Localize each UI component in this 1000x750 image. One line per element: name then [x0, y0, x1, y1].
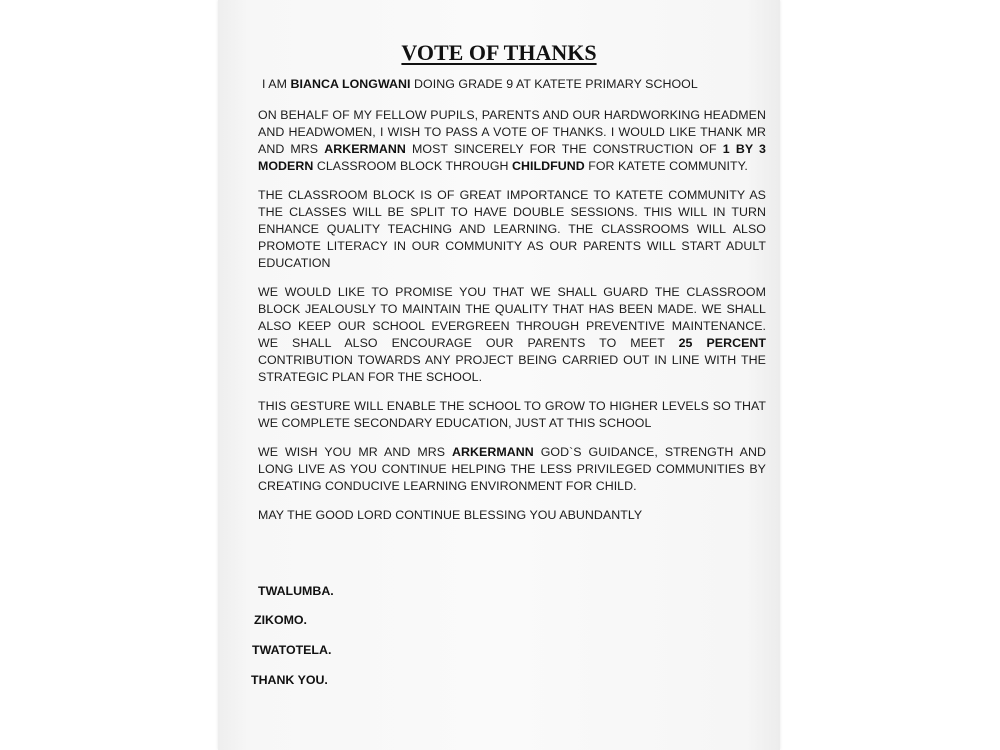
- paragraph-importance: THE CLASSROOM BLOCK IS OF GREAT IMPORTANCE TO KATETE COMMUNITY AS THE CLASSES WILL BE SPLIT TO HAVE DOUBLE SESSIONS. THIS WILL IN TURN ENHANCE QUALITY TEACHING AND LEARNING. THE CLASSROOMS WILL ALSO PROMOTE LITERACY IN OUR COMMUNITY AS OUR PARENTS WILL START ADULT EDUCATION: [258, 188, 766, 270]
- letter-page: [218, 0, 780, 750]
- p1-bold-modern: 1 BY 3 MODERN: [258, 142, 766, 173]
- closing-twatotela: TWATOTELA.: [252, 643, 332, 657]
- p5-text-2: GOD`S GUIDANCE, STRENGTH AND LONG LIVE AS YOU CONTINUE HELPING THE LESS PRIVILEGED COMMUNITIES BY CREATING CONDUCIVE LEARNING ENVIRONMENT FOR CHILD.: [258, 445, 766, 493]
- letter-body: [258, 76, 766, 536]
- paragraph-thanks: [258, 107, 766, 175]
- closing-zikomo: ZIKOMO.: [254, 613, 307, 627]
- paragraph-gesture: THIS GESTURE WILL ENABLE THE SCHOOL TO GROW TO HIGHER LEVELS SO THAT WE COMPLETE SECONDARY EDUCATION, JUST AT THIS SCHOOL: [258, 399, 766, 430]
- p1-text-4: FOR KATETE COMMUNITY.: [584, 159, 748, 173]
- p1-bold-childfund: CHILDFUND: [512, 159, 585, 173]
- p5-bold-arkermann: ARKERMANN: [452, 445, 534, 459]
- intro-paragraph: [262, 76, 766, 93]
- p5-text-1: WE WISH YOU MR AND MRS: [258, 445, 453, 459]
- p1-text-3: CLASSROOM BLOCK THROUGH: [313, 159, 512, 173]
- p1-text-2: MOST SINCERELY FOR THE CONSTRUCTION OF: [405, 142, 723, 156]
- p1-text-1: ON BEHALF OF MY FELLOW PUPILS, PARENTS AND OUR HARDWORKING HEADMEN AND HEADWOMEN, I WISH TO PASS A VOTE OF THANKS. I WOULD LIKE THANK MR AND MRS: [258, 108, 766, 156]
- document-title: [218, 40, 780, 66]
- document-title-text: VOTE OF THANKS: [401, 40, 597, 65]
- student-name: BIANCA LONGWANI: [290, 77, 411, 91]
- intro-text-2: DOING GRADE 9 AT KATETE PRIMARY SCHOOL: [410, 77, 698, 91]
- paragraph-blessing: MAY THE GOOD LORD CONTINUE BLESSING YOU ABUNDANTLY: [258, 508, 643, 522]
- p3-text-2: CONTRIBUTION TOWARDS ANY PROJECT BEING CARRIED OUT IN LINE WITH THE STRATEGIC PLAN FOR THE SCHOOL.: [258, 353, 766, 384]
- paragraph-promise: [258, 284, 766, 386]
- closing-twalumba: TWALUMBA.: [258, 584, 334, 598]
- p3-text-1: WE WOULD LIKE TO PROMISE YOU THAT WE SHALL GUARD THE CLASSROOM BLOCK JEALOUSLY TO MAINTAIN THE QUALITY THAT HAS BEEN MADE. WE SHALL ALSO KEEP OUR SCHOOL EVERGREEN THROUGH PREVENTIVE MAINTENANCE. WE SHALL ALSO ENCOURAGE OUR PARENTS TO MEET: [258, 285, 766, 350]
- intro-text-1: I AM: [262, 77, 291, 91]
- paragraph-wishes: [258, 444, 766, 495]
- closing-thank-you: THANK YOU.: [251, 673, 328, 687]
- p3-bold-percent: 25 PERCENT: [678, 336, 766, 350]
- p1-bold-arkermann: ARKERMANN: [324, 142, 406, 156]
